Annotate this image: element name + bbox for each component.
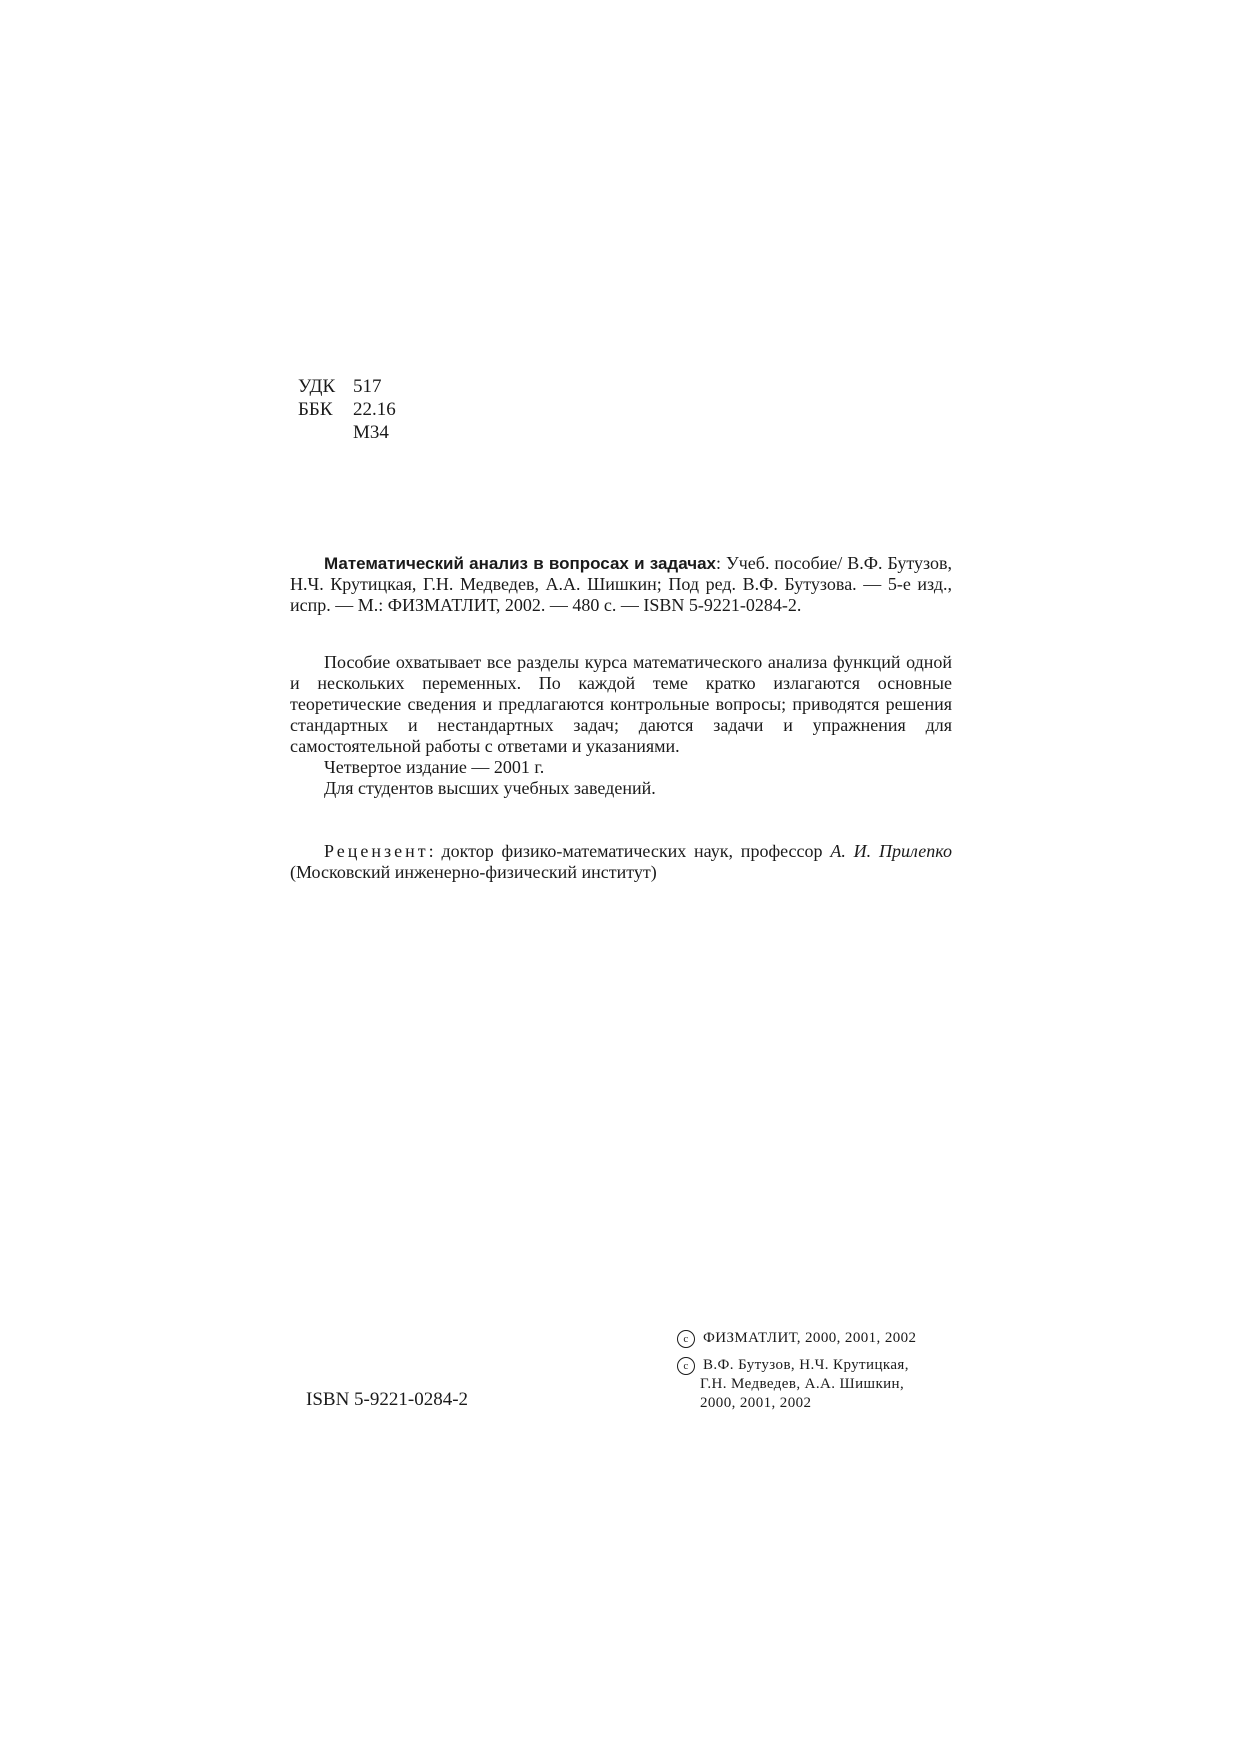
copyright-authors-cont: Г.Н. Медведев, А.А. Шишкин,	[700, 1376, 905, 1392]
copyright-icon: c	[677, 1357, 695, 1375]
bbk-value: 22.16	[353, 399, 396, 420]
bibliographic-entry	[290, 553, 952, 616]
annotation	[290, 652, 952, 799]
author-mark: М34	[353, 422, 389, 443]
classification-codes	[298, 375, 396, 444]
copyright-publisher-text: ФИЗМАТЛИТ, 2000, 2001, 2002	[703, 1330, 917, 1346]
reviewer-name: А. И. Прилепко	[830, 841, 952, 861]
isbn: ISBN 5-9221-0284-2	[306, 1389, 469, 1410]
copyright-years: 2000, 2001, 2002	[700, 1395, 812, 1411]
udk-row	[298, 375, 396, 398]
reviewer-role: : доктор физико-математических наук, профессор	[428, 841, 831, 861]
udk-label: УДК	[298, 376, 336, 397]
copyright-notice	[677, 1329, 977, 1413]
copyright-authors	[677, 1356, 977, 1375]
audience-note: Для студентов высших учебных заведений.	[324, 778, 656, 798]
copyright-publisher	[677, 1329, 977, 1348]
book-title: Математический анализ в вопросах и задачах	[324, 554, 717, 573]
bbk-label: ББК	[298, 399, 333, 420]
reviewer-label: Рецензент	[324, 841, 429, 861]
bbk-row	[298, 398, 396, 421]
annotation-paragraph: Пособие охватывает все разделы курса математического анализа функций одной и нескольких переменных. По каждой теме кратко излагаются основные теоретические сведения и предлагаются контрольные вопросы; приводятся решения стандартных и нестандартных задач; даются задачи и упражнения для самостоятельной работы с ответами и указаниями.	[290, 652, 952, 756]
edition-note: Четвертое издание — 2001 г.	[324, 757, 545, 777]
copyright-authors-text: В.Ф. Бутузов, Н.Ч. Крутицкая,	[703, 1357, 909, 1373]
bibliographic-details: : Учеб. пособие/ В.Ф. Бутузов, Н.Ч. Крутицкая, Г.Н. Медведев, А.А. Шишкин; Под ред. В.Ф. Бутузова. — 5-е изд., испр. — М.: ФИЗМАТЛИТ, 2002. — 480 с. — ISBN 5-9221-0284-2.	[290, 553, 952, 615]
udk-value: 517	[353, 376, 382, 397]
reviewer-note	[290, 841, 952, 883]
copyright-icon: c	[677, 1330, 695, 1348]
reviewer-affiliation: (Московский инженерно-физический институт)	[290, 862, 657, 882]
